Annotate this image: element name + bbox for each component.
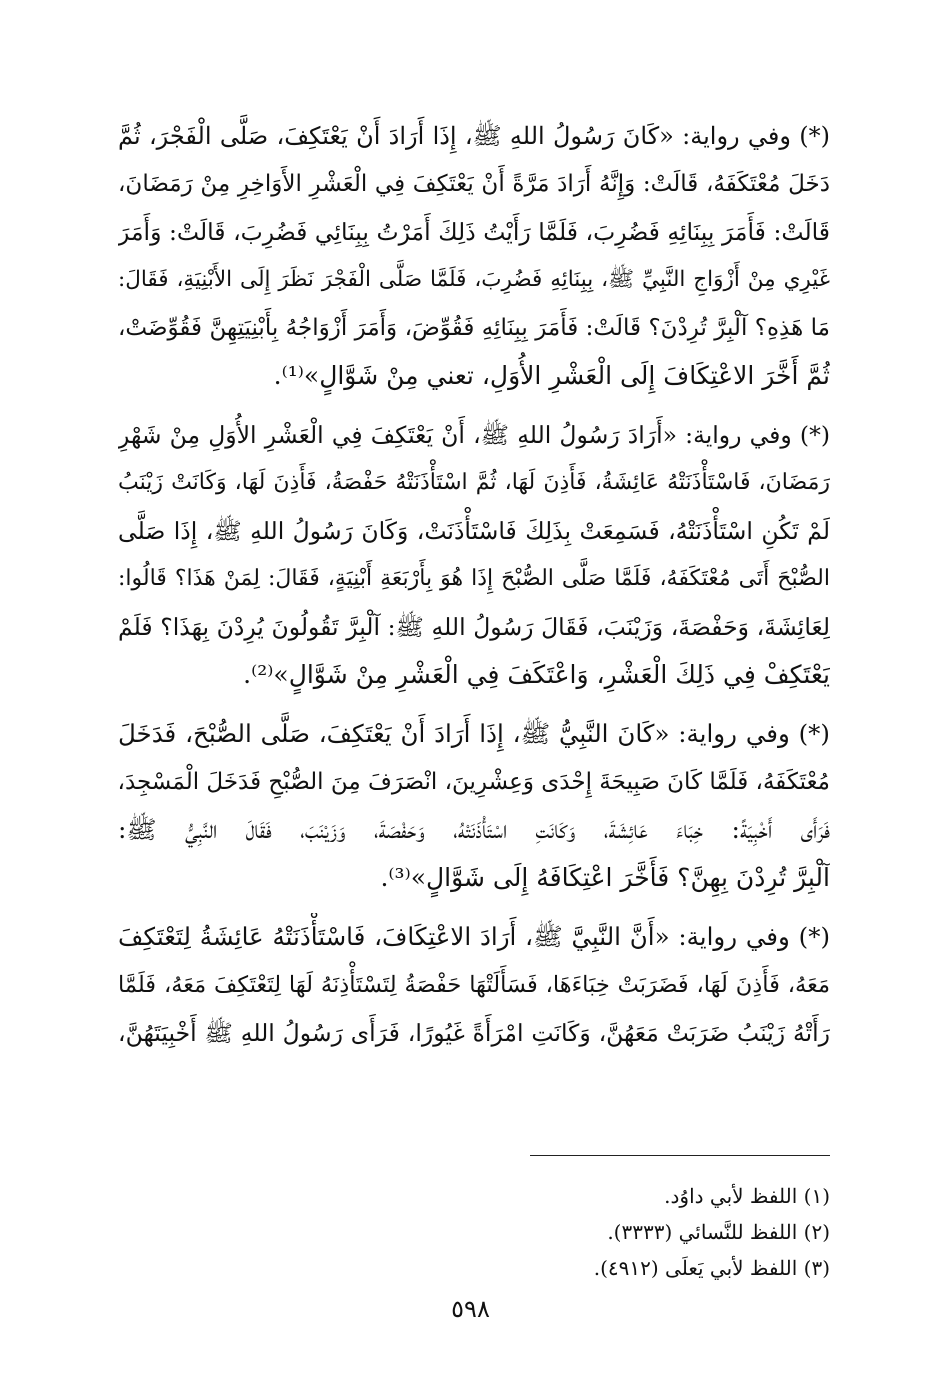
- text-line: مَعَهُ، فَأَذِنَ لَهَا، فَضَرَبَتْ خِبَاءَهَا، فَسَأَلَتْهَا حَفْصَةُ لِتَسْتَأْذِنَهُ لَهَا لِتَعْتَكِفَ مَعَهُ، فَلَمَّا: [118, 972, 830, 998]
- text-line: مَا هَذِهِ؟ آلْبِرَّ تُرِدْنَ؟ قَالَتْ: فَأَمَرَ بِبِنَائِهِ فَقُوِّضَ، وَأَمَرَ أَزْوَاجُهُ بِأَبْنِيَتِهِنَّ فَقُوِّضَتْ،: [118, 315, 830, 341]
- paragraph-4: [118, 913, 830, 1057]
- text-line: يَعْتَكِفْ فِي ذَلِكَ الْعَشْرِ، وَاعْتَكَفَ فِي الْعَشْرِ مِنْ شَوَّالٍ»⁽²⁾.: [243, 660, 830, 689]
- text-line: آلْبِرَّ تُرِدْنَ بِهِنَّ؟ فَأَخَّرَ اعْتِكَافَهُ إِلَى شَوَّالٍ»⁽³⁾.: [380, 863, 830, 892]
- main-text: [118, 112, 830, 1057]
- text-line: الصُّبْحَ أَتَى مُعْتَكَفَهُ، فَلَمَّا صَلَّى الصُّبْحَ إِذَا هُوَ بِأَرْبَعَةِ أَبْنِيَةٍ، فَقَالَ: لِمَنْ هَذَا؟ قَالُوا:: [118, 566, 830, 591]
- text-line: رَمَضَانَ، فَاسْتَأْذَنَتْهُ عَائِشَةُ، فَأَذِنَ لَهَا، ثُمَّ اسْتَأْذَنَتْهُ حَفْصَةُ، فَأَذِنَ لَهَا، وَكَانَتْ زَيْنَبُ: [118, 470, 830, 495]
- text-line: (*) وفي رواية: «أَنَّ النَّبِيَّ ﷺ، أَرَادَ الاعْتِكَافَ، فَاسْتَأْذَنَتْهُ عَائِشَةُ لِتَعْتَكِفَ: [118, 922, 830, 951]
- paragraph-1: [118, 112, 830, 400]
- text-line: دَخَلَ مُعْتَكَفَهُ، قَالَتْ: وَإِنَّهُ أَرَادَ مَرَّةً أَنْ يَعْتَكِفَ فِي الْعَشْرِ الأَوَاخِرِ مِنْ رَمَضَانَ،: [118, 171, 830, 197]
- footnotes: [300, 1178, 830, 1286]
- footnote-2: (٢) اللفظ للنَّسائي (٣٣٣٣).: [607, 1220, 830, 1244]
- text-line: فَرَأَى أَخْبِيَةً: خِبَاءَ عَائِشَةَ، وَكَانَتِ اسْتَأْذَنَتْهُ، وَحَفْصَةَ، وَزَيْنَبَ، فَقَالَ النَّبِيُّ ﷺ:: [118, 815, 830, 844]
- text-line: (*) وفي رواية: «أَرَادَ رَسُولُ اللهِ ﷺ، أَنْ يَعْتَكِفَ فِي الْعَشْرِ الأُوَلِ مِنْ شَهْرِ: [118, 421, 830, 449]
- page-number: ٥٩٨: [451, 1295, 490, 1323]
- text-line: لَمْ تَكُنِ اسْتَأْذَنَتْهُ، فَسَمِعَتْ بِذَلِكَ فَاسْتَأْذَنَتْ، وَكَانَ رَسُولُ اللهِ ﷺ، إِذَا صَلَّى: [118, 517, 830, 545]
- text-line: مُعْتَكَفَهُ، فَلَمَّا كَانَ صَبِيحَةَ إِحْدَى وَعِشْرِينَ، انْصَرَفَ مِنَ الصُّبْحِ فَدَخَلَ الْمَسْجِدَ،: [118, 769, 830, 795]
- paragraph-3: [118, 710, 830, 902]
- text-line: لِعَائِشَةَ، وَحَفْصَةَ، وَزَيْنَبَ، فَقَالَ رَسُولُ اللهِ ﷺ: آلْبِرَّ تَقُولُونَ يُرِدْنَ بِهَذَا؟ فَلَمْ: [118, 613, 830, 641]
- text-line: غَيْرِي مِنْ أَزْوَاجِ النَّبِيِّ ﷺ، بِبِنَائِهِ فَضُرِبَ، فَلَمَّا صَلَّى الْفَجْرَ نَظَرَ إِلَى الأَبْنِيَةِ، فَقَالَ:: [118, 267, 830, 292]
- text-line: (*) وفي رواية: «كَانَ النَّبِيُّ ﷺ، إِذَا أَرَادَ أَنْ يَعْتَكِفَ، صَلَّى الصُّبْحَ، فَدَخَلَ: [118, 719, 830, 748]
- text-line: (*) وفي رواية: «كَانَ رَسُولُ اللهِ ﷺ، إِذَا أَرَادَ أَنْ يَعْتَكِفَ، صَلَّى الْفَجْرَ، ثُمَّ: [118, 122, 830, 150]
- text-line: رَأَتْهُ زَيْنَبُ ضَرَبَتْ مَعَهُنَّ، وَكَانَتِ امْرَأَةً غَيُورًا، فَرَأَى رَسُولُ اللهِ ﷺ أَخْبِيَتَهُنَّ،: [118, 1019, 830, 1047]
- paragraph-2: [118, 411, 830, 699]
- footnote-3: (٣) اللفظ لأبي يَعلَى (٤٩١٢).: [593, 1256, 830, 1280]
- text-line: ثُمَّ أَخَّرَ الاعْتِكَافَ إِلَى الْعَشْرِ الأُوَلِ، تعني مِنْ شَوَّالٍ»⁽¹⁾.: [273, 361, 830, 390]
- footnote-divider: [530, 1155, 830, 1156]
- footnote-1: (١) اللفظ لأبي داوُد.: [664, 1184, 830, 1208]
- text-line: قَالَتْ: فَأَمَرَ بِبِنَائِهِ فَضُرِبَ، فَلَمَّا رَأَيْتُ ذَلِكَ أَمَرْتُ بِبِنَائِي فَضُرِبَ، قَالَتْ: وَأَمَرَ: [118, 218, 830, 246]
